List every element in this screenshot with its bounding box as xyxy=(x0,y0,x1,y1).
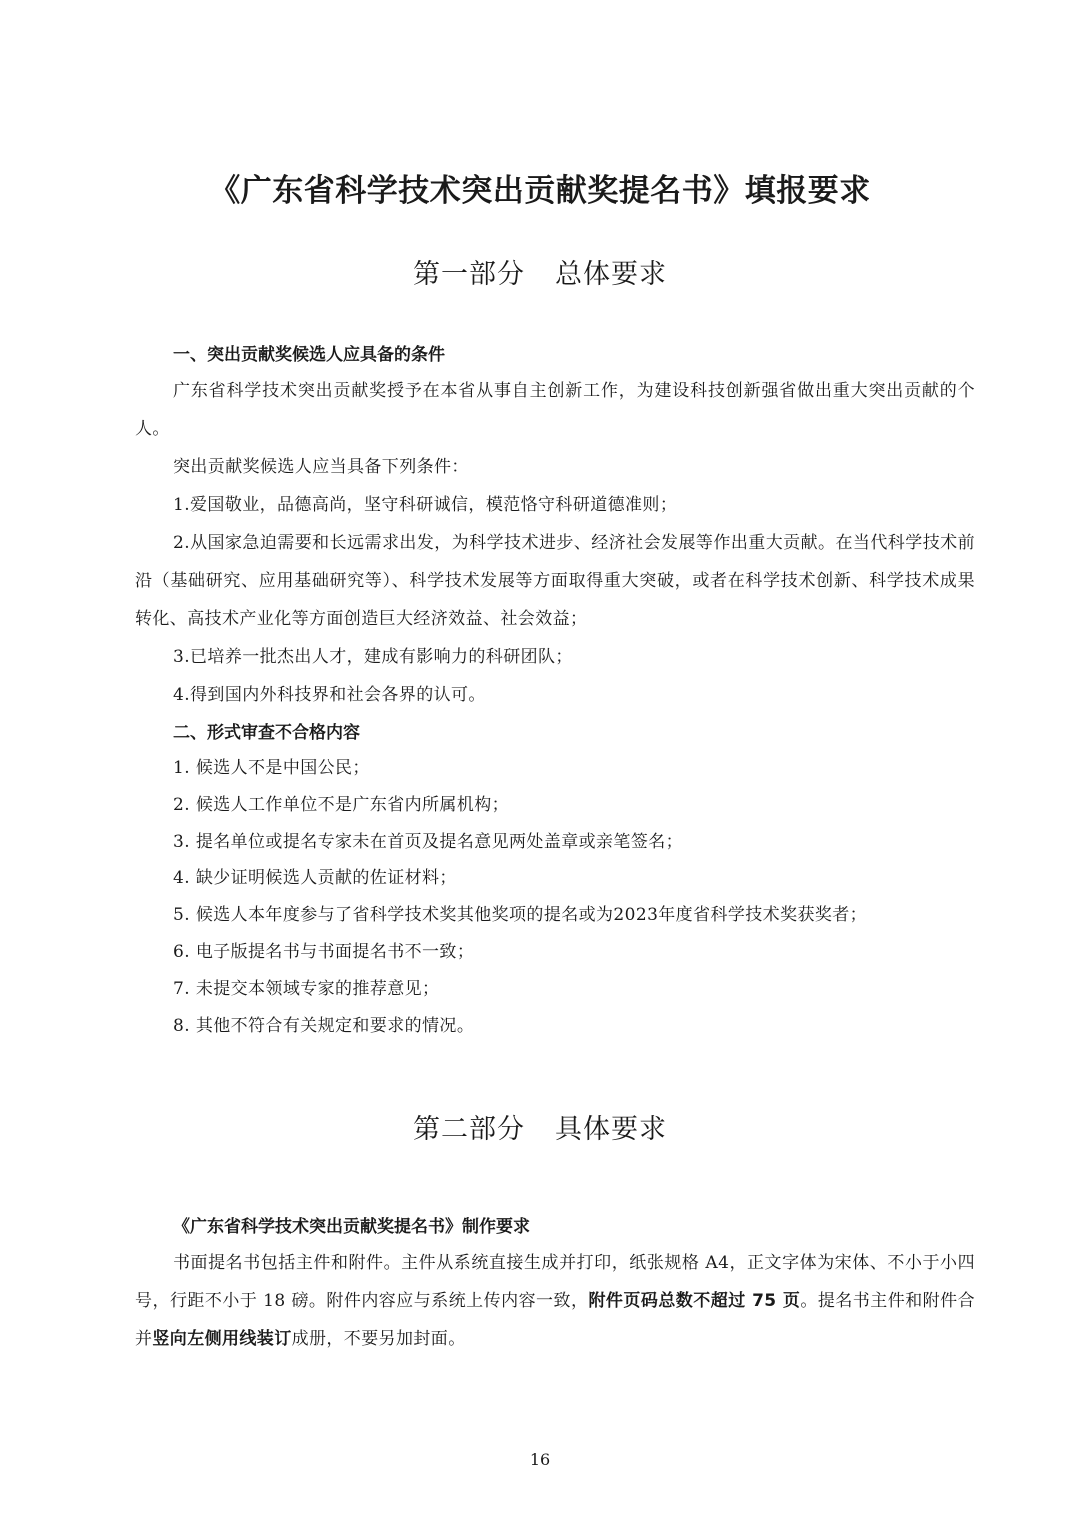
paragraph-text: 成册，不要另加封面。 xyxy=(291,1329,466,1349)
section-production-requirements xyxy=(135,1210,975,1358)
list-item: 3.已培养一批杰出人才，建成有影响力的科研团队； xyxy=(173,647,573,667)
part-two-title xyxy=(0,1107,1080,1146)
section-heading: 《广东省科学技术突出贡献奖提名书》制作要求 xyxy=(173,1217,530,1237)
document-title: 《广东省科学技术突出贡献奖提名书》填报要求 xyxy=(209,173,871,209)
list-item: 2.从国家急迫需要和长远需求出发，为科学技术进步、经济社会发展等作出重大贡献。在当代科学技术前沿（基础研究、应用基础研究等）、科学技术发展等方面取得重大突破，或者在科学技术创新、科学技术成果转化、高技术产业化等方面创造巨大经济效益、社会效益； xyxy=(135,533,975,629)
list-item: 1. 候选人不是中国公民； xyxy=(173,758,370,778)
part-one-title xyxy=(0,252,1080,291)
page-number: 16 xyxy=(529,1450,551,1469)
list-item: 7. 未提交本领域专家的推荐意见； xyxy=(173,978,440,999)
part-one-label: 第一部分 xyxy=(413,259,525,290)
part-one-name: 总体要求 xyxy=(555,259,667,290)
list-item: 3. 提名单位或提名专家未在首页及提名意见两处盖章或亲笔签名； xyxy=(173,831,684,852)
list-item: 2. 候选人工作单位不是广东省内所属机构； xyxy=(173,794,510,815)
section-heading: 一、突出贡献奖候选人应具备的条件 xyxy=(173,345,445,365)
list-item: 4.得到国内外科技界和社会各界的认可。 xyxy=(173,685,486,705)
list-item: 1.爱国敬业，品德高尚，坚守科研诚信，模范恪守科研道德准则； xyxy=(173,495,678,515)
list-item: 6. 电子版提名书与书面提名书不一致； xyxy=(173,941,475,962)
list-item: 8. 其他不符合有关规定和要求的情况。 xyxy=(173,1015,475,1036)
section-format-review xyxy=(135,716,975,1044)
paragraph-text: 。提名书主件和附件合并 xyxy=(135,1291,976,1349)
section-heading: 二、形式审查不合格内容 xyxy=(173,723,360,743)
paragraph: 广东省科学技术突出贡献奖授予在本省从事自主创新工作，为建设科技创新强省做出重大突出贡献的个人。 xyxy=(135,381,975,439)
part-two-name: 具体要求 xyxy=(555,1114,667,1145)
part-two-label: 第二部分 xyxy=(413,1114,525,1145)
list-item: 4. 缺少证明候选人贡献的佐证材料； xyxy=(173,868,457,889)
section-candidate-conditions xyxy=(135,338,975,714)
list-item: 5. 候选人本年度参与了省科学技术奖其他奖项的提名或为2023年度省科学技术奖获奖者； xyxy=(173,905,868,926)
emphasis-text: 竖向左侧用线装订 xyxy=(152,1329,292,1349)
paragraph: 突出贡献奖候选人应当具备下列条件： xyxy=(173,457,469,477)
paragraph-text: 书面提名书包括主件和附件。主件从系统直接生成并打印，纸张规格 A4，正文字体为宋体、不小于小四号，行距不小于 18 磅。附件内容应与系统上传内容一致， xyxy=(135,1253,975,1311)
emphasis-text: 附件页码总数不超过 75 页 xyxy=(588,1291,801,1311)
paragraph xyxy=(135,1244,975,1358)
